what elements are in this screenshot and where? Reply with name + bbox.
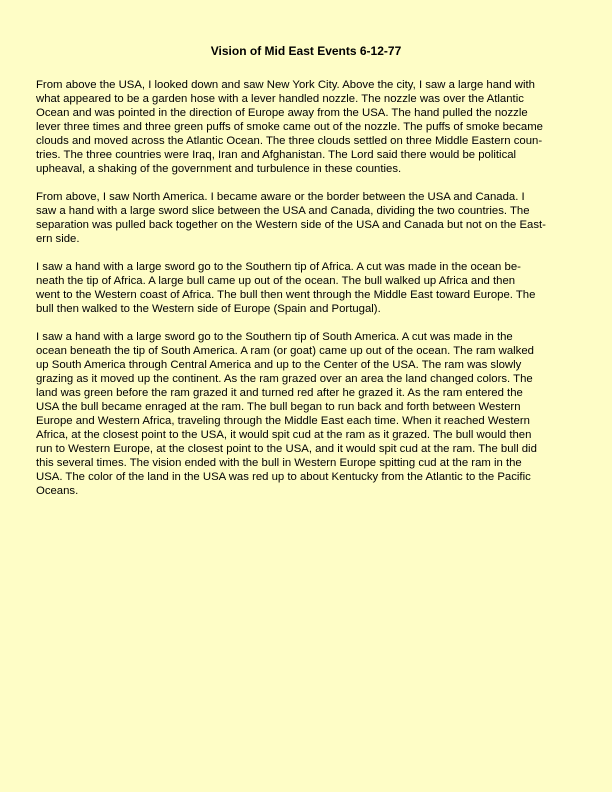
- text-line: neath the tip of Africa. A large bull came up out of the ocean. The bull walked up Africa and then: [36, 275, 516, 287]
- text-line: run to Western Europe, at the closest point to the USA, and it would spit cud at the ram. The bull did: [36, 443, 537, 455]
- document-body: [36, 78, 579, 512]
- text-line: USA the bull became enraged at the ram. The bull began to run back and forth between Western: [36, 401, 521, 413]
- text-line: clouds and moved across the Atlantic Ocean. The three clouds settled on three Middle Eastern coun-: [36, 135, 543, 147]
- text-line: Oceans.: [36, 485, 79, 497]
- paragraph-new-york-vision: [36, 78, 579, 176]
- paragraph-africa-vision: [36, 260, 579, 316]
- text-line: saw a hand with a large sword slice between the USA and Canada, dividing the two countries. The: [36, 205, 530, 217]
- text-line: up South America through Central America and up to the Center of the USA. The ram was slowly: [36, 359, 522, 371]
- text-line: From above, I saw North America. I became aware or the border between the USA and Canada. I: [36, 191, 525, 203]
- text-line: USA. The color of the land in the USA was red up to about Kentucky from the Atlantic to the Pacific: [36, 471, 531, 483]
- text-line: upheaval, a shaking of the government and turbulence in these counties.: [36, 163, 402, 175]
- text-line: grazing as it moved up the continent. As the ram grazed over an area the land changed colors. The: [36, 373, 533, 385]
- text-line: From above the USA, I looked down and saw New York City. Above the city, I saw a large hand with: [36, 79, 535, 91]
- text-line: lever three times and three green puffs of smoke came out of the nozzle. The puffs of smoke became: [36, 121, 543, 133]
- document-title: Vision of Mid East Events 6-12-77: [210, 44, 402, 58]
- text-line: went to the Western coast of Africa. The bull then went through the Middle East toward Europe. The: [36, 289, 536, 301]
- text-line: bull then walked to the Western side of Europe (Spain and Portugal).: [36, 303, 381, 315]
- paragraph-north-america-vision: [36, 190, 579, 246]
- text-line: Africa, at the closest point to the USA, it would spit cud at the ram as it grazed. The bull would then: [36, 429, 532, 441]
- text-line: ocean beneath the tip of South America. A ram (or goat) came up out of the ocean. The ram walked: [36, 345, 534, 357]
- text-line: land was green before the ram grazed it and turned red after he grazed it. As the ram entered the: [36, 387, 523, 399]
- text-line: what appeared to be a garden hose with a lever handled nozzle. The nozzle was over the Atlantic: [36, 93, 524, 105]
- text-line: this several times. The vision ended with the bull in Western Europe spitting cud at the ram in the: [36, 457, 522, 469]
- text-line: ern side.: [36, 233, 80, 245]
- text-line: I saw a hand with a large sword go to the Southern tip of Africa. A cut was made in the ocean be-: [36, 261, 521, 273]
- text-line: Europe and Western Africa, traveling through the Middle East each time. When it reached Western: [36, 415, 530, 427]
- text-line: I saw a hand with a large sword go to the Southern tip of South America. A cut was made in the: [36, 331, 513, 343]
- text-line: Ocean and was pointed in the direction of Europe away from the USA. The hand pulled the nozzle: [36, 107, 528, 119]
- paragraph-south-america-vision: [36, 330, 579, 498]
- text-line: tries. The three countries were Iraq, Iran and Afghanistan. The Lord said there would be political: [36, 149, 517, 161]
- text-line: separation was pulled back together on the Western side of the USA and Canada but not on the East-: [36, 219, 546, 231]
